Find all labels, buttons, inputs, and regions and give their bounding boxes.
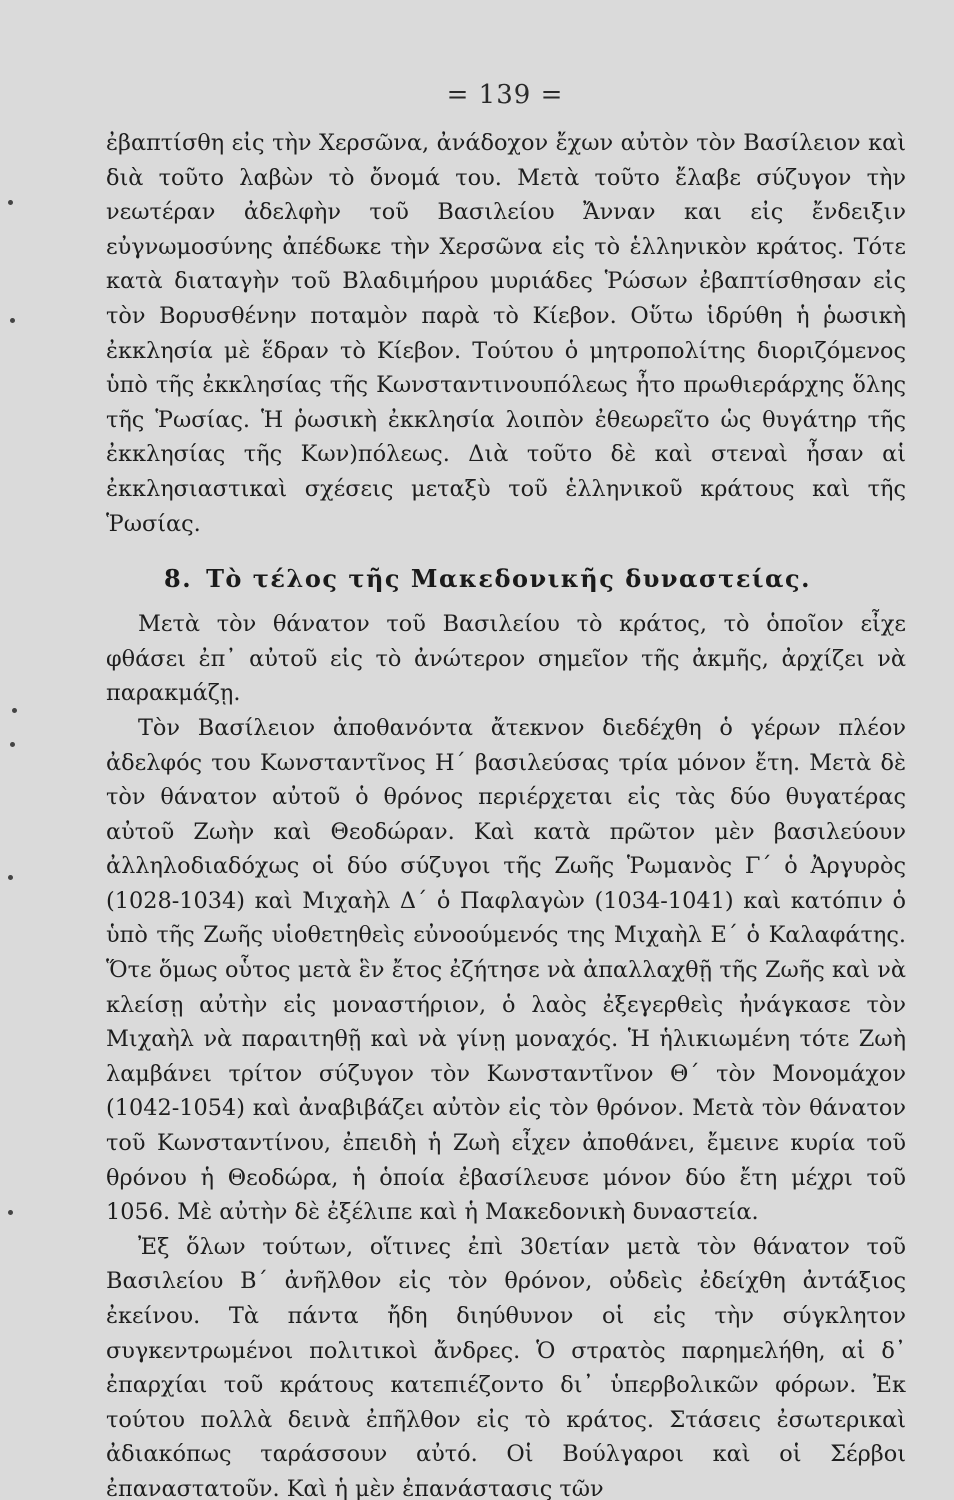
margin-speck [12, 708, 17, 713]
paragraph-decline: Μετὰ τὸν θάνατον τοῦ Βασιλείου τὸ κράτος, τὸ ὁποῖον εἶχε φθάσει ἐπ᾽ αὐτοῦ εἰς τὸ ἀνώτερον σημεῖον τῆς ἀκμῆς, ἀρχίζει νὰ παρακμάζῃ. [106, 611, 906, 707]
margin-speck [8, 200, 13, 205]
margin-speck [10, 742, 15, 747]
paragraph-baptism: ἐβαπτίσθη εἰς τὴν Χερσῶνα, ἀνάδοχον ἔχων αὐτὸν τὸν Βασίλειον καὶ διὰ τοῦτο λαβὼν τὸ ὄνομά του. Μετὰ τοῦτο ἔλαβε σύζυγον τὴν νεωτέραν ἀδελφὴν τοῦ Βασιλείου Ἄνναν και εἰς ἔνδειξιν εὐγνωμοσύνης ἀπέδωκε τὴν Χερσῶνα εἰς τὸ ἑλληνικὸν κράτος. Τότε κατὰ διαταγὴν τοῦ Βλαδιμήρου μυριάδες Ῥώσων ἐβαπτίσθησαν εἰς τὸν Βορυσθένην ποταμὸν παρὰ τὸ Κίεβον. Οὕτω ἱδρύθη ἡ ῥωσικὴ ἐκκλησία μὲ ἕδραν τὸ Κίεβον. Τούτου ὁ μητροπολίτης διοριζόμενος ὑπὸ τῆς ἐκκλησίας τῆς Κωνσταντινουπόλεως ἦτο πρωθιεράρχης ὅλης τῆς Ῥωσίας. Ἡ ῥωσικὴ ἐκκλησία λοιπὸν ἐθεωρεῖτο ὡς θυγάτηρ τῆς ἐκκλησίας τῆς Κων)πόλεως. Διὰ τοῦτο δὲ καὶ στεναὶ ἦσαν αἱ ἐκκλησιαστικαὶ σχέσεις μεταξὺ τοῦ ἑλληνικοῦ κράτους καὶ τῆς Ῥωσίας. [106, 130, 906, 537]
section-heading [164, 561, 906, 597]
section-title: Τὸ τέλος τῆς Μακεδονικῆς δυναστείας. [206, 564, 811, 594]
margin-speck [8, 1210, 13, 1215]
paragraph-successors: Τὸν Βασίλειον ἀποθανόντα ἄτεκνον διεδέχθη ὁ γέρων πλέον ἀδελφός του Κωνσταντῖνος Η´ βασιλεύσας τρία μόνον ἔτη. Μετὰ δὲ τὸν θάνατον αὐτοῦ ὁ θρόνος περιέρχεται εἰς τὰς δύο θυγατέρας αὐτοῦ Ζωὴν καὶ Θεοδώραν. Καὶ κατὰ πρῶτον μὲν βασιλεύουν ἀλληλοδιαδόχως οἱ δύο σύζυγοι τῆς Ζωῆς Ῥωμανὸς Γ´ ὁ Ἀργυρὸς (1028-1034) καὶ Μιχαὴλ Δ´ ὁ Παφλαγὼν (1034-1041) καὶ κατόπιν ὁ ὑπὸ τῆς Ζωῆς υἱοθετηθεὶς εὐνοούμενός της Μιχαὴλ Ε´ ὁ Καλαφάτης. Ὅτε ὅμως οὗτος μετὰ ἓν ἔτος ἐζήτησε νὰ ἀπαλλαχθῇ τῆς Ζωῆς καὶ νὰ κλείσῃ αὐτὴν εἰς μοναστήριον, ὁ λαὸς ἐξεγερθεὶς ἠνάγκασε τὸν Μιχαὴλ νὰ παραιτηθῇ καὶ νὰ γίνῃ μοναχός. Ἡ ἡλικιωμένη τότε Ζωὴ λαμβάνει τρίτον σύζυγον τὸν Κωνσταντῖνον Θ´ τὸν Μονομάχον (1042-1054) καὶ ἀναβιβάζει αὐτὸν εἰς τὸν θρόνον. Μετὰ τὸν θάνατον τοῦ Κωνσταντίνου, ἐπειδὴ ἡ Ζωὴ εἶχεν ἀποθάνει, ἔμεινε κυρία τοῦ θρόνου ἡ Θεοδώρα, ἡ ὁποία ἐβασίλευσε μόνον δύο ἔτη μέχρι τοῦ 1056. Μὲ αὐτὴν δὲ ἐξέλιπε καὶ ἡ Μακεδονικὴ δυναστεία. [106, 714, 906, 1226]
section-number: 8. [164, 564, 193, 594]
paragraph-aftermath: Ἐξ ὅλων τούτων, οἵτινες ἐπὶ 30ετίαν μετὰ τὸν θάνατον τοῦ Βασιλείου Β´ ἀνῆλθον εἰς τὸν θρόνον, οὐδεὶς ἐδείχθη ἀντάξιος ἐκείνου. Τὰ πάντα ἤδη διηύθυνον οἱ εἰς τὴν σύγκλητον συγκεντρωμένοι πολιτικοὶ ἄνδρες. Ὁ στρατὸς παρημελήθη, αἱ δ᾽ ἐπαρχίαι τοῦ κράτους κατεπιέζοντο δι᾽ ὑπερβολικῶν φόρων. Ἐκ τούτου πολλὰ δεινὰ ἐπῆλθον εἰς τὸ κράτος. Στάσεις ἐσωτερικαὶ ἀδιακόπως ταράσσουν αὐτό. Οἱ Βούλγαροι καὶ οἱ Σέρβοι ἐπαναστατοῦν. Καὶ ἡ μὲν ἐπανάστασις τῶν [106, 1233, 906, 1500]
page-number: = 139 = [446, 80, 564, 110]
margin-speck [10, 318, 15, 323]
body-text [106, 126, 906, 1500]
margin-speck [8, 875, 13, 880]
